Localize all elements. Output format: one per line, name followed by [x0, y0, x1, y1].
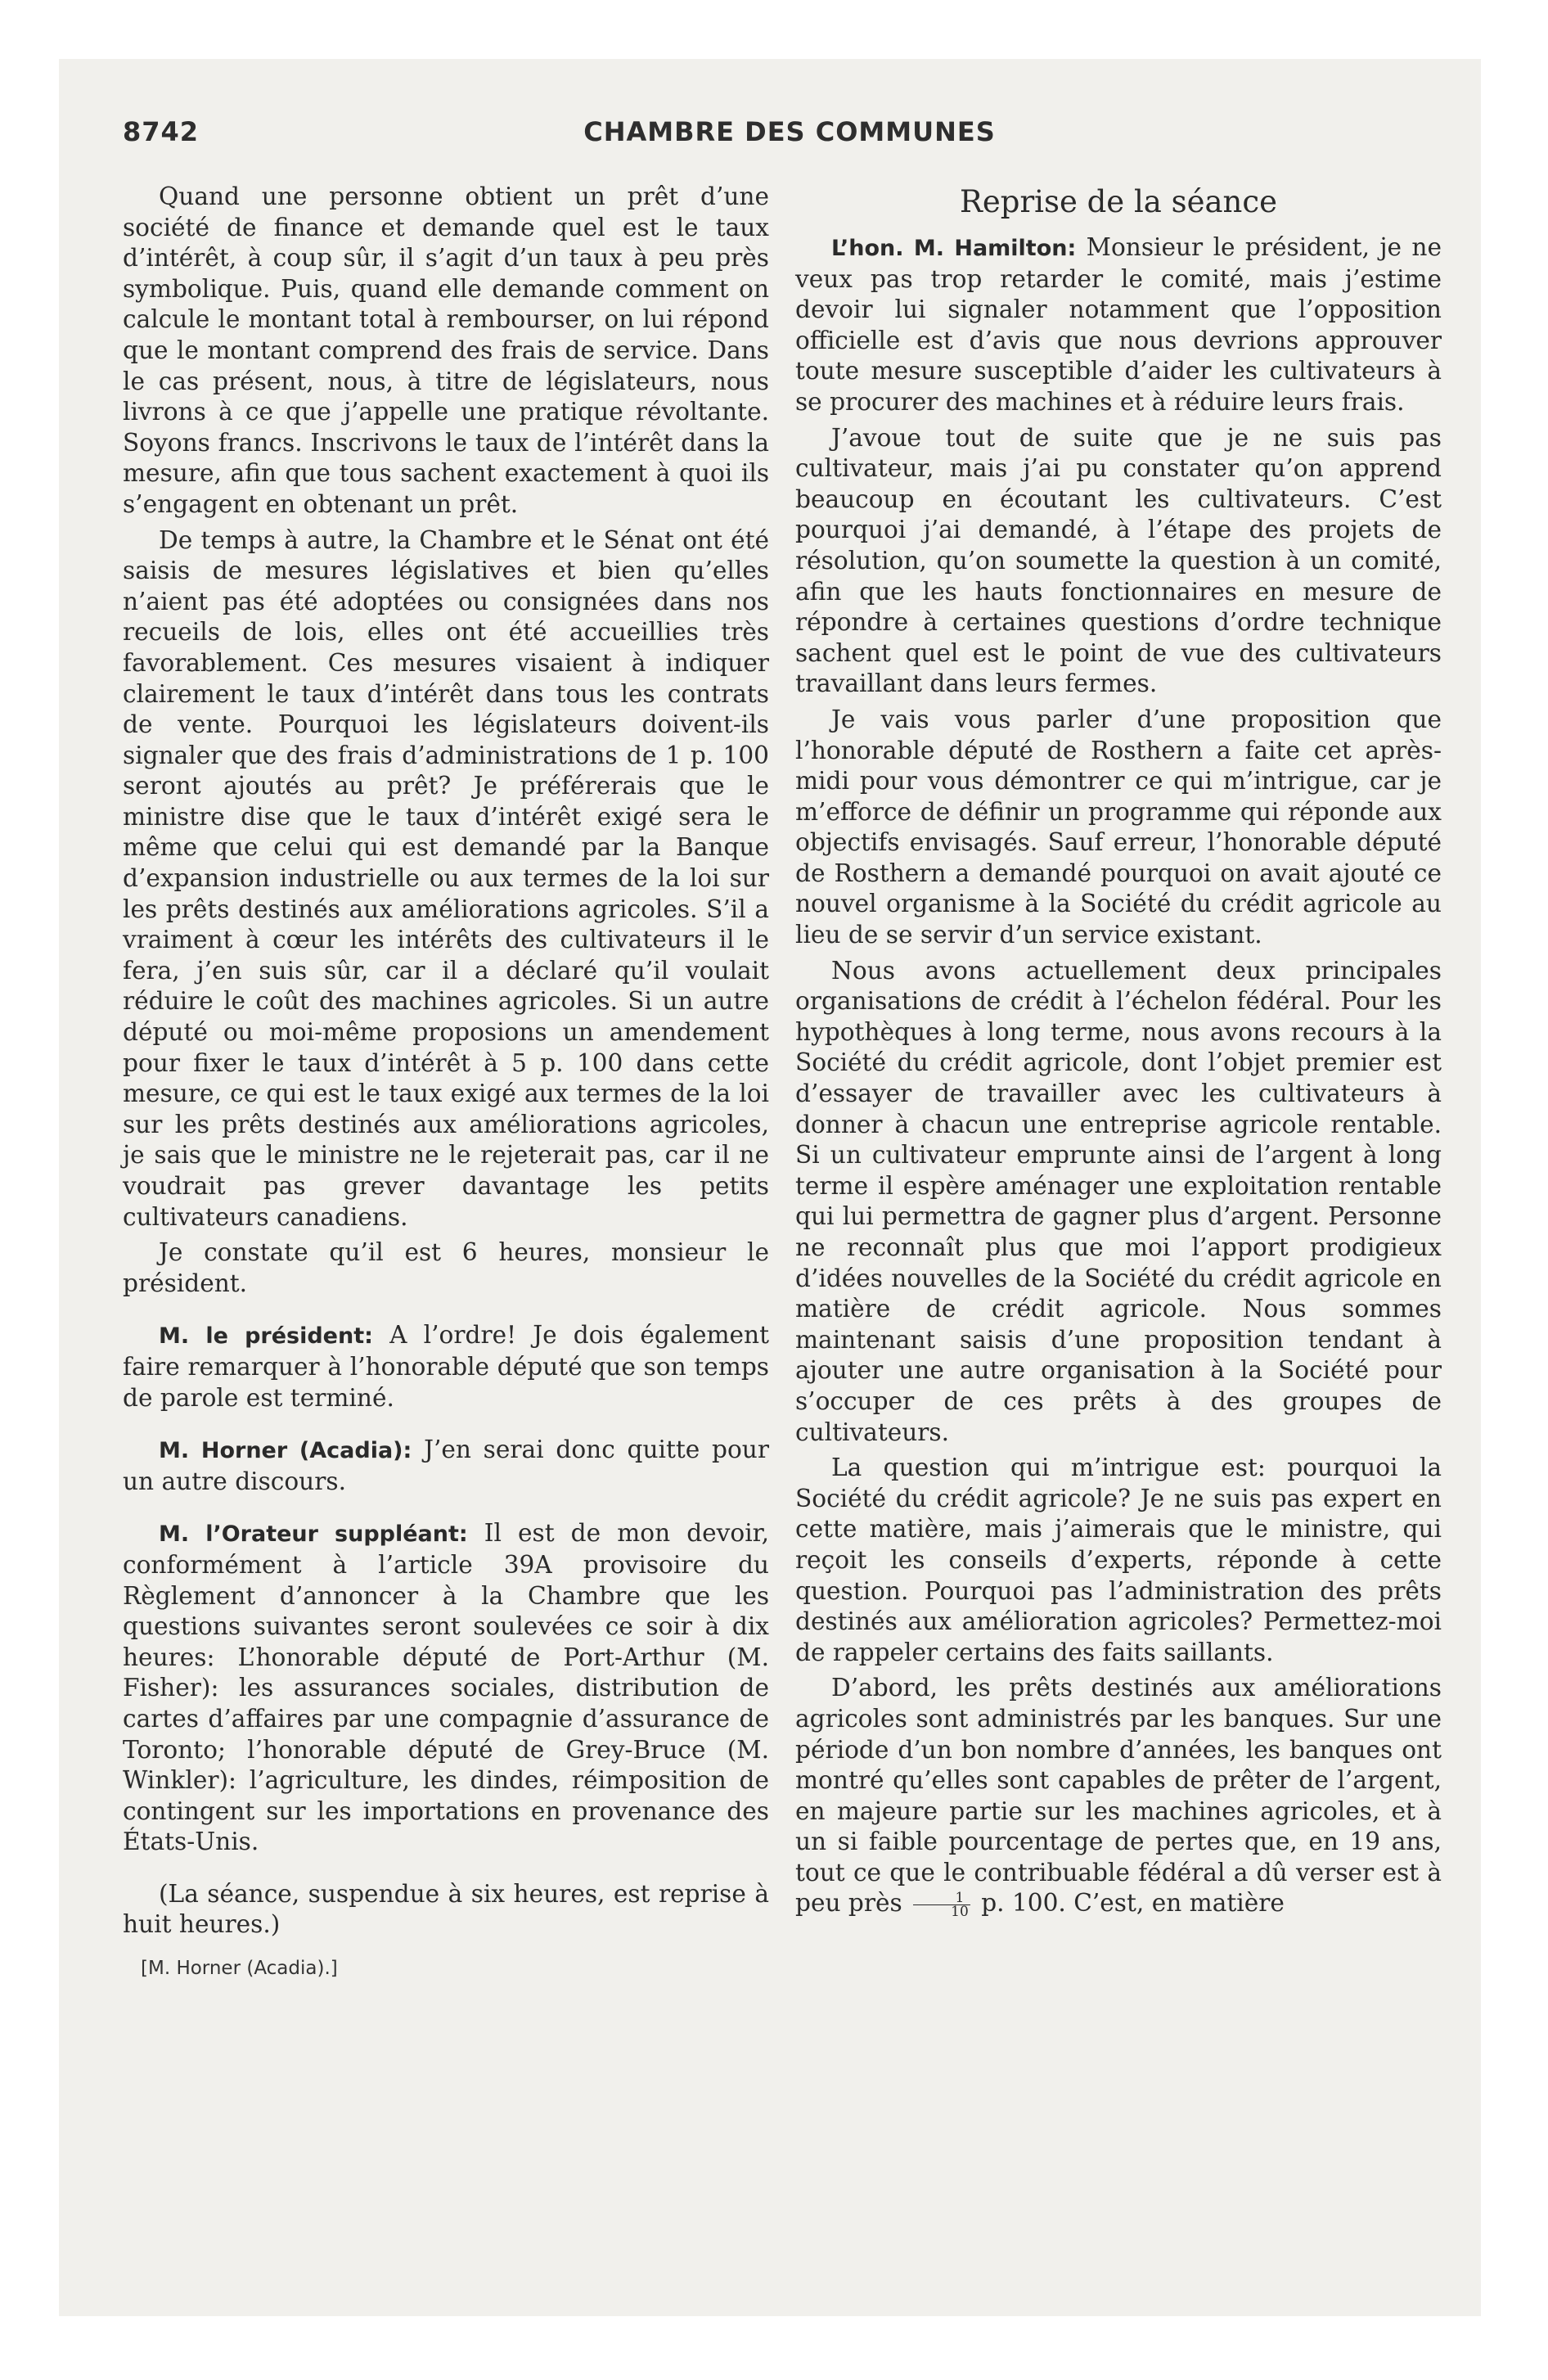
section-title: Reprise de la séance	[960, 184, 1277, 219]
speaker-name: M. l’Orateur suppléant:	[159, 1521, 468, 1548]
paragraph-text: D’abord, les prêts destinés aux améliorations agricoles sont administrés par les banques. Sur une période d’un bon nombre d’années, les banques ont montré qu’elles sont capables de prêter de l’argent, en majeure partie sur les machines agricoles, et à un si faible pourcentage de pertes que, en 19 ans, tout ce que le contribuable fédéral a dû verser est à peu près	[795, 1674, 1442, 1918]
running-title: CHAMBRE DES COMMUNES	[583, 116, 996, 147]
speaker-name: L’hon. M. Hamilton:	[831, 236, 1077, 261]
paragraph: Nous avons actuellement deux principales organisations de crédit à l’échelon fédéral. Pour les hypothèques à long terme, nous avons recours à la Société du crédit agricole, dont l’objet premier est d’essayer de travailler avec les cultivateurs à donner à chacun une entreprise agricole rentable. Si un cultivateur emprunte ainsi de l’argent à long terme il espère aménager une exploitation rentable qui lui permettra de gagner plus d’argent. Personne ne reconnaît plus que moi l’apport prodigieux d’idées nouvelles de la Société du crédit agricole en matière de crédit agricole. Nous sommes maintenant saisis d’une proposition tendant à ajouter une autre organisation à la Société pour s’occuper de ces prêts à des groupes de cultivateurs.	[795, 956, 1442, 1446]
page-number: 8742	[123, 116, 200, 147]
procedural-note: (La séance, suspendue à six heures, est reprise à huit heures.)	[123, 1879, 769, 1939]
fraction-denominator: 10	[951, 1903, 969, 1920]
left-column	[123, 182, 769, 1985]
speech-paragraph	[123, 1320, 769, 1413]
paragraph: Je constate qu’il est 6 heures, monsieur le président.	[123, 1238, 769, 1297]
speaker-attribution: [M. Horner (Acadia).]	[141, 1958, 338, 1980]
speech-text: Il est de mon devoir, conformément à l’article 39A provisoire du Règlement d’annoncer à la Chambre que les questions suivantes seront soulevées ce soir à dix heures: L’honorable député de Port-Arthur (M. Fisher): les assurances sociales, distribution de cartes d’affaires par une compagnie d’assurance de Toronto; l’honorable député de Grey-Bruce (M. Winkler): l’agriculture, les dindes, réimposition de contingent sur les importations en provenance des États-Unis.	[123, 1519, 769, 1856]
speech-paragraph	[795, 232, 1442, 418]
paragraph: Je vais vous parler d’une proposition que l’honorable député de Rosthern a faite cet après-midi pour vous démontrer ce qui m’intrigue, car je m’efforce de définir un programme qui réponde aux objectifs envisagés. Sauf erreur, l’honorable député de Rosthern a demandé pourquoi on avait ajouté ce nouvel organisme à la Société du crédit agricole au lieu de se servir d’un service existant.	[795, 705, 1442, 949]
speech-text: J’en serai donc quitte pour un autre discours.	[123, 1436, 769, 1495]
fraction	[913, 1891, 970, 1918]
speech-paragraph	[123, 1435, 769, 1497]
speaker-name: M. Horner (Acadia):	[159, 1438, 412, 1464]
paragraph: J’avoue tout de suite que je ne suis pas cultivateur, mais j’ai pu constater qu’on apprend beaucoup en écoutant les cultivateurs. C’est pourquoi j’ai demandé, à l’étape des projets de résolution, qu’on soumette la question à un comité, afin que les hauts fonctionnaires en mesure de répondre à certaines questions d’ordre technique sachent quel est le point de vue des cultivateurs travaillant dans leurs fermes.	[795, 423, 1442, 698]
paragraph: De temps à autre, la Chambre et le Sénat ont été saisis de mesures législatives et bien qu’elles n’aient pas été adoptées ou consignées dans nos recueils de lois, elles ont été accueillies très favorablement. Ces mesures visaient à indiquer clairement le taux d’intérêt dans tous les contrats de vente. Pourquoi les législateurs doivent-ils signaler que des frais d’administrations de 1 p. 100 seront ajoutés au prêt? Je préférerais que le ministre dise que le taux d’intérêt exigé sera le même que celui qui est demandé par la Banque d’expansion industrielle ou aux termes de la loi sur les prêts destinés aux améliorations agricoles. S’il a vraiment à cœur les intérêts des cultivateurs il le fera, j’en suis sûr, car il a déclaré qu’il voulait réduire le coût des machines agricoles. Si un autre député ou moi-même proposions un amendement pour fixer le taux d’intérêt à 5 p. 100 dans cette mesure, ce qui est le taux exigé aux termes de la loi sur les prêts destinés aux améliorations agricoles, je sais que le ministre ne le rejeterait pas, car il ne voudrait pas grever davantage les petits cultivateurs canadiens.	[123, 525, 769, 1231]
page-header	[123, 116, 1456, 149]
speaker-name: M. le président:	[159, 1323, 373, 1350]
speech-text: Monsieur le président, je ne veux pas trop retarder le comité, mais j’estime devoir lui signaler notamment que l’opposition officielle est d’avis que nous devrions approuver toute mesure susceptible d’aider les cultivateurs à se procurer des machines et à réduire leurs frais.	[795, 233, 1442, 416]
paragraph: La question qui m’intrigue est: pourquoi la Société du crédit agricole? Je ne suis pas expert en cette matière, mais j’aimerais que le ministre, qui reçoit les conseils d’experts, réponde à cette question. Pourquoi pas l’administration des prêts destinés aux amélioration agricoles? Permettez-moi de rappeler certains des faits saillants.	[795, 1454, 1442, 1666]
speech-paragraph	[123, 1518, 769, 1858]
paragraph: Quand une personne obtient un prêt d’une société de finance et demande quel est le taux d’intérêt, à coup sûr, il s’agit d’un taux à peu près symbolique. Puis, quand elle demande comment on calcule le montant total à rembourser, on lui répond que le montant comprend des frais de service. Dans le cas présent, nous, à titre de législateurs, nous livrons à ce que j’appelle une pratique révoltante. Soyons francs. Inscrivons le taux de l’intérêt dans la mesure, afin que tous sachent exactement à quoi ils s’engagent en obtenant un prêt.	[123, 183, 769, 518]
fraction-numerator: 1	[913, 1891, 970, 1905]
paragraph-text: p. 100. C’est, en matière	[973, 1889, 1285, 1918]
right-column	[795, 182, 1442, 1924]
speech-text: A l’ordre! Je dois également faire remarquer à l’honorable député que son temps de parole est terminé.	[123, 1321, 769, 1412]
paragraph	[795, 1673, 1442, 1919]
